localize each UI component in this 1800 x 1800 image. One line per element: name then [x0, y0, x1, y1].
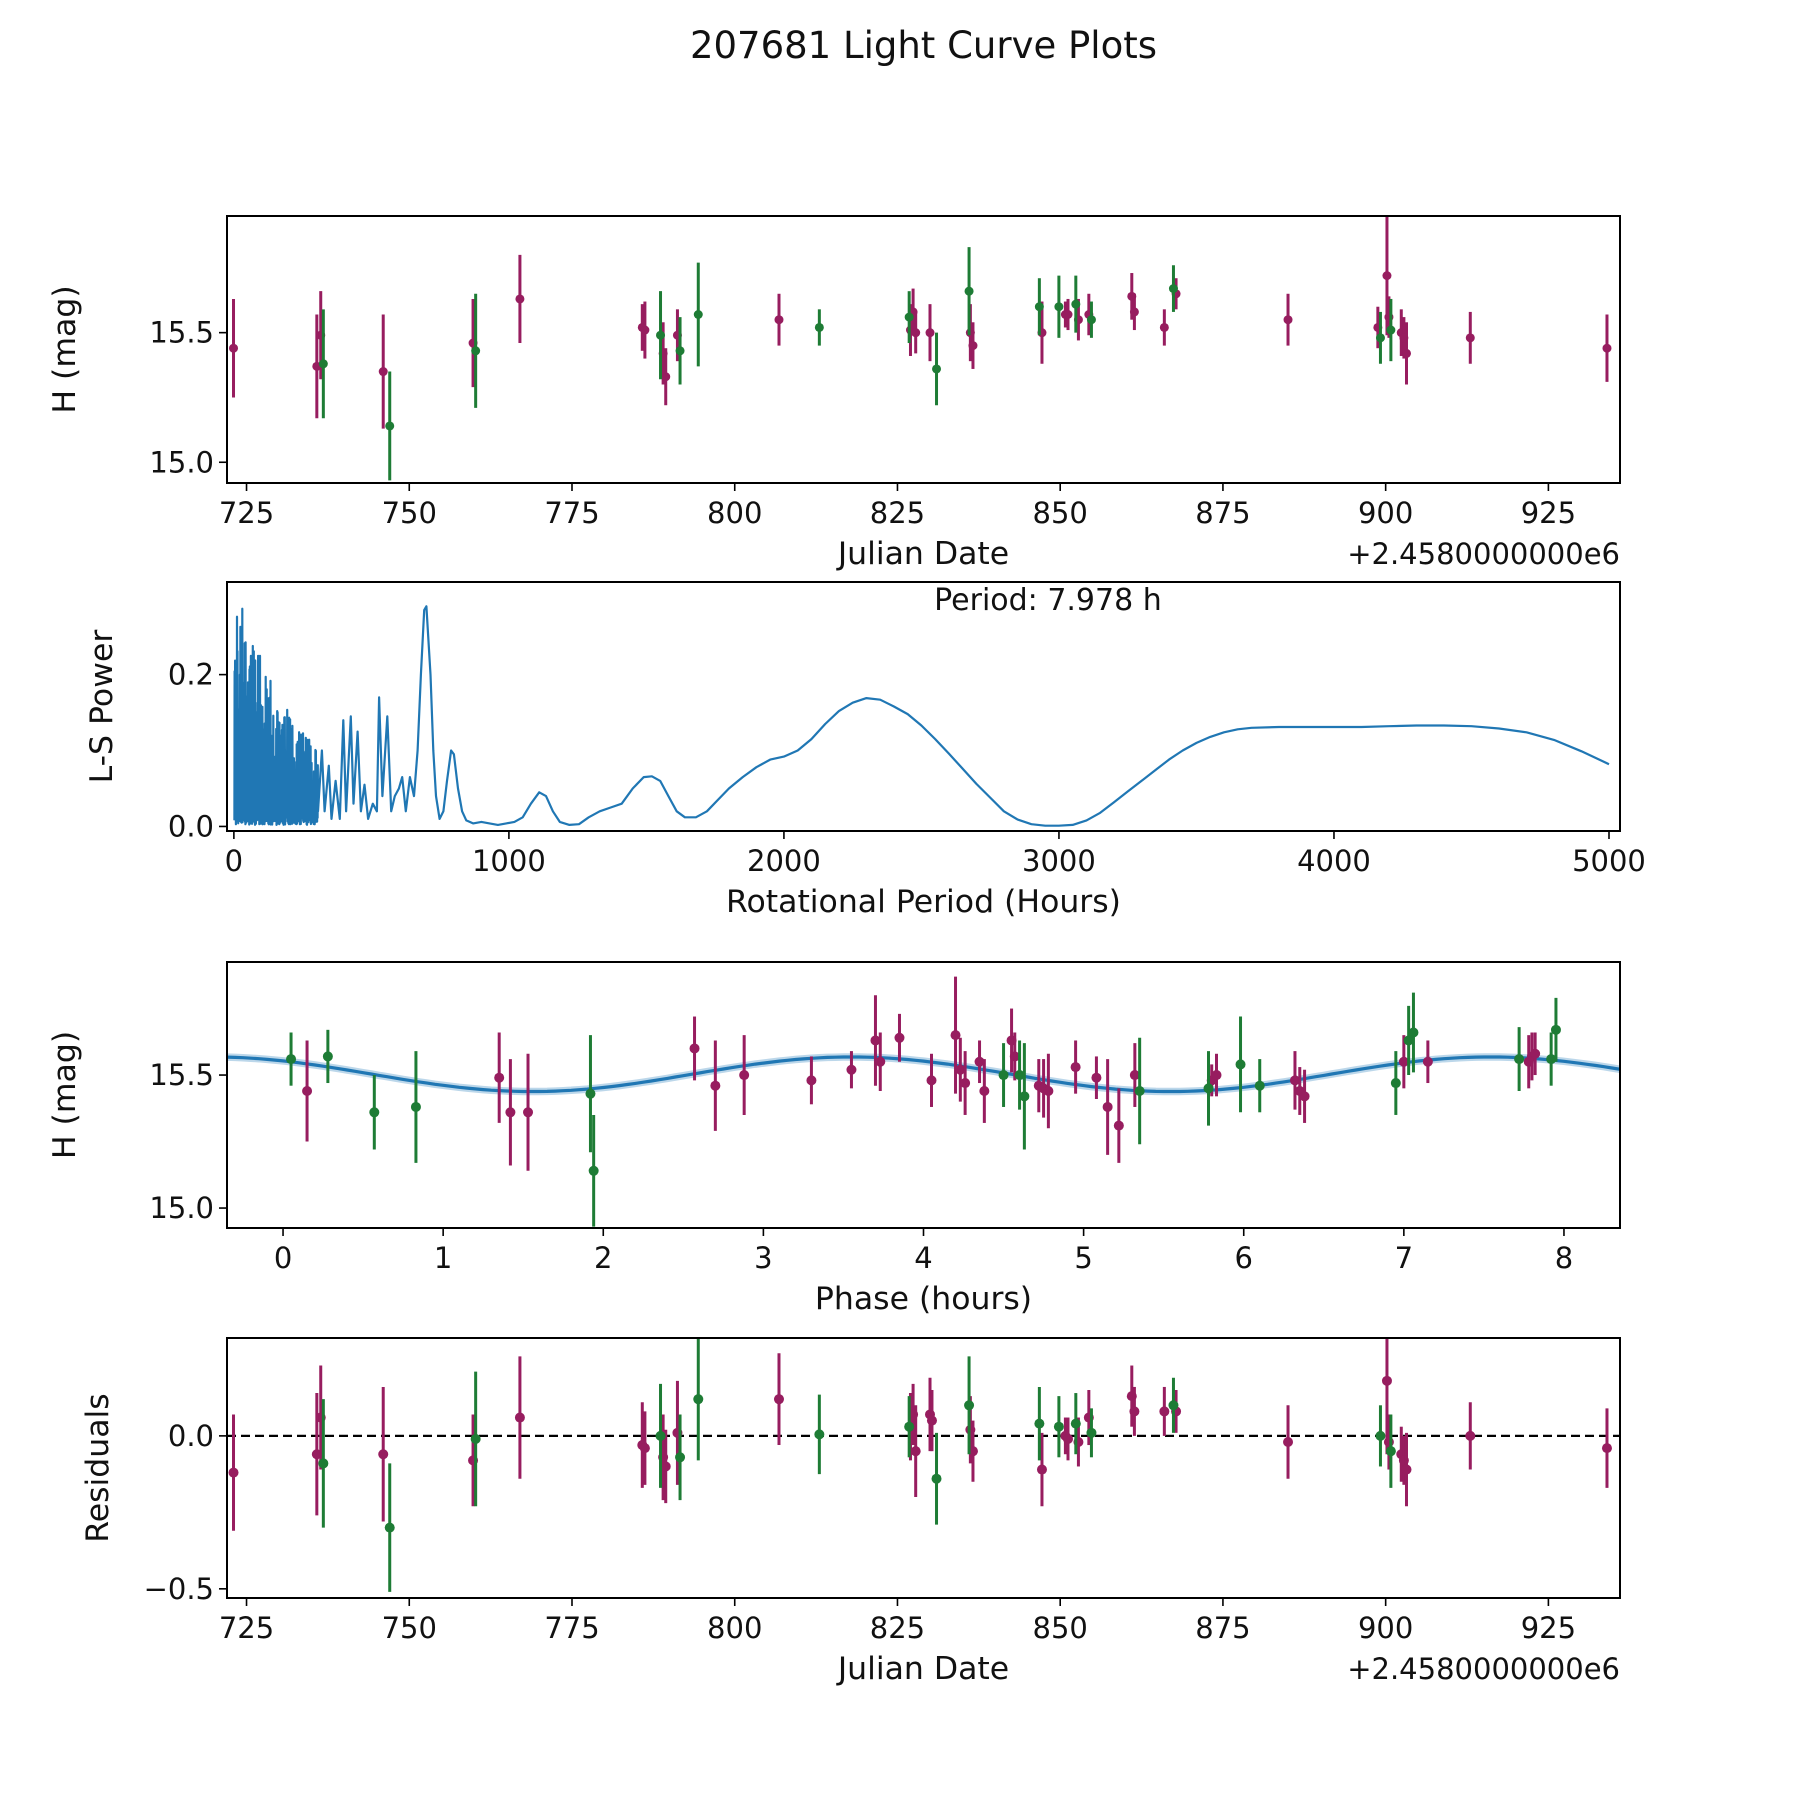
x-axis-offset-label: +2.4580000000e6: [1347, 537, 1620, 571]
data-point-purple: [1530, 1049, 1540, 1059]
data-point-purple: [911, 1446, 921, 1456]
data-point-purple: [1114, 1121, 1124, 1131]
data-point-purple: [960, 1078, 970, 1088]
x-tick-label: 1000: [471, 844, 546, 878]
panel-plot-area: [234, 606, 1609, 825]
data-point-purple: [846, 1065, 856, 1075]
data-point-purple: [690, 1043, 700, 1053]
data-point-green: [1376, 333, 1385, 342]
data-point-purple: [1064, 310, 1073, 319]
x-tick-label: 2000: [747, 844, 821, 878]
data-point-green: [385, 1523, 395, 1533]
data-point-purple: [927, 1416, 937, 1426]
panel-light-curve: [47, 216, 1620, 572]
data-point-purple: [911, 328, 920, 337]
y-tick-label: 0.2: [167, 657, 214, 692]
data-point-green: [1054, 1422, 1064, 1432]
x-tick-label: 825: [869, 1611, 926, 1645]
data-point-green: [965, 287, 974, 296]
data-point-purple: [661, 1461, 671, 1471]
x-tick-label: 875: [1195, 1611, 1251, 1645]
data-point-green: [932, 364, 941, 373]
x-tick-label: 925: [1520, 1611, 1577, 1645]
panel-plot-area: [227, 977, 1620, 1227]
x-tick-label: 5: [1074, 1241, 1093, 1275]
data-point-green: [1071, 1419, 1081, 1429]
x-tick-label: 3000: [1022, 844, 1096, 878]
axes-frame: [227, 216, 1620, 483]
data-point-purple: [378, 1449, 388, 1459]
figure-title: 207681 Light Curve Plots: [689, 24, 1158, 67]
data-point-purple: [1602, 1443, 1612, 1453]
x-tick-label: 800: [707, 1611, 763, 1645]
data-point-green: [675, 1452, 685, 1462]
data-point-green: [1408, 1027, 1418, 1037]
data-point-purple: [379, 367, 388, 376]
x-tick-label: 1: [433, 1241, 453, 1275]
panel-periodogram: [84, 582, 1646, 920]
x-tick-label: 5000: [1572, 844, 1646, 878]
data-point-green: [964, 1400, 974, 1410]
y-tick-label: 15.5: [149, 315, 214, 350]
data-point-purple: [523, 1107, 533, 1117]
data-point-purple: [302, 1086, 312, 1096]
data-point-green: [1071, 300, 1080, 309]
data-point-purple: [1130, 307, 1139, 316]
y-tick-label: 15.0: [149, 1191, 214, 1226]
data-point-green: [1255, 1081, 1265, 1091]
y-tick-label: −0.5: [143, 1571, 214, 1606]
y-tick-label: 15.0: [149, 445, 214, 480]
data-point-green: [323, 1051, 333, 1061]
data-point-green: [369, 1107, 379, 1117]
data-point-purple: [494, 1073, 504, 1083]
periodogram-line: [234, 606, 1609, 825]
data-point-purple: [1300, 1091, 1310, 1101]
data-point-purple: [1103, 1102, 1113, 1112]
data-point-purple: [926, 328, 935, 337]
data-point-purple: [1466, 333, 1475, 342]
data-point-purple: [229, 344, 238, 353]
data-point-green: [1034, 1419, 1044, 1429]
data-point-green: [656, 331, 665, 340]
data-point-purple: [806, 1075, 816, 1085]
data-point-green: [932, 1474, 942, 1484]
data-point-green: [676, 346, 685, 355]
data-point-green: [1391, 1078, 1401, 1088]
data-point-purple: [1071, 1062, 1081, 1072]
data-point-purple: [1423, 1057, 1433, 1067]
data-point-green: [1514, 1054, 1524, 1064]
x-tick-label: 750: [381, 496, 437, 530]
data-point-purple: [1465, 1431, 1475, 1441]
panel-plot-area: [227, 1307, 1620, 1591]
data-point-green: [1168, 1400, 1178, 1410]
data-point-purple: [774, 1394, 784, 1404]
y-tick-label: 0.0: [167, 1418, 214, 1453]
x-axis-label: Julian Date: [837, 1651, 1010, 1687]
data-point-green: [471, 1434, 481, 1444]
data-point-purple: [1091, 1073, 1101, 1083]
data-point-purple: [229, 1468, 239, 1478]
y-tick-label: 0.0: [167, 809, 214, 844]
data-point-green: [814, 1429, 824, 1439]
data-point-green: [905, 313, 914, 322]
data-point-purple: [894, 1033, 904, 1043]
panel-phase-plot: [47, 962, 1620, 1317]
data-point-purple: [505, 1107, 515, 1117]
data-point-green: [1087, 315, 1096, 324]
data-point-purple: [1602, 344, 1611, 353]
data-point-purple: [1283, 1437, 1293, 1447]
x-tick-label: 875: [1195, 496, 1251, 530]
data-point-purple: [661, 372, 670, 381]
axes-frame: [227, 962, 1620, 1228]
y-axis-label: L-S Power: [84, 629, 120, 784]
data-point-purple: [875, 1057, 885, 1067]
x-tick-label: 0: [273, 1241, 293, 1275]
data-point-purple: [515, 294, 524, 303]
data-point-green: [1204, 1083, 1214, 1093]
x-tick-label: 4000: [1297, 844, 1371, 878]
data-point-green: [1386, 326, 1395, 335]
data-point-green: [1236, 1059, 1246, 1069]
x-tick-label: 4: [914, 1241, 933, 1275]
data-point-purple: [1129, 1406, 1139, 1416]
data-point-purple: [1382, 271, 1391, 280]
x-tick-label: 925: [1520, 496, 1577, 530]
x-tick-label: 2: [594, 1241, 613, 1275]
data-point-green: [1019, 1091, 1029, 1101]
x-tick-label: 750: [381, 1611, 437, 1645]
data-point-purple: [1063, 1434, 1073, 1444]
x-tick-label: 900: [1357, 496, 1414, 530]
data-point-purple: [640, 326, 649, 335]
data-point-purple: [1402, 349, 1411, 358]
data-point-purple: [515, 1413, 525, 1423]
data-point-green: [318, 1458, 328, 1468]
x-tick-label: 725: [218, 496, 275, 530]
x-tick-label: 775: [544, 496, 600, 530]
data-point-green: [1035, 302, 1044, 311]
x-tick-label: 0: [224, 844, 244, 878]
data-point-green: [585, 1089, 595, 1099]
data-point-green: [319, 359, 328, 368]
data-point-purple: [1401, 1465, 1411, 1475]
data-point-green: [815, 323, 824, 332]
data-point-purple: [1043, 1086, 1053, 1096]
data-point-purple: [1382, 1376, 1392, 1386]
data-point-purple: [710, 1081, 720, 1091]
data-point-purple: [1384, 1437, 1394, 1447]
data-point-green: [385, 421, 394, 430]
panel-plot-area: [229, 216, 1611, 480]
data-point-purple: [640, 1443, 650, 1453]
data-point-green: [1386, 1446, 1396, 1456]
data-point-green: [999, 1070, 1009, 1080]
data-point-green: [1375, 1431, 1385, 1441]
data-point-green: [1054, 302, 1063, 311]
x-tick-label: 850: [1032, 496, 1088, 530]
data-point-green: [286, 1054, 296, 1064]
x-axis-label: Rotational Period (Hours): [726, 884, 1121, 920]
x-tick-label: 8: [1554, 1241, 1574, 1275]
data-point-green: [656, 1431, 666, 1441]
data-point-green: [1169, 284, 1178, 293]
data-point-purple: [739, 1070, 749, 1080]
x-tick-label: 725: [218, 1611, 275, 1645]
data-point-green: [589, 1166, 599, 1176]
data-point-purple: [927, 1075, 937, 1085]
x-tick-label: 3: [754, 1241, 773, 1275]
x-tick-label: 7: [1394, 1241, 1414, 1275]
data-point-green: [904, 1422, 914, 1432]
data-point-green: [1135, 1086, 1145, 1096]
x-axis-label: Phase (hours): [814, 1281, 1033, 1317]
data-point-green: [1551, 1025, 1561, 1035]
x-tick-label: 900: [1357, 1611, 1414, 1645]
panel-residuals: [80, 1307, 1620, 1687]
x-axis-offset-label: +2.4580000000e6: [1347, 1652, 1620, 1686]
data-point-purple: [1284, 315, 1293, 324]
x-tick-label: 850: [1032, 1611, 1088, 1645]
data-point-green: [411, 1102, 421, 1112]
data-point-purple: [968, 341, 977, 350]
data-point-purple: [979, 1086, 989, 1096]
x-tick-label: 6: [1234, 1241, 1253, 1275]
x-tick-label: 800: [707, 496, 763, 530]
y-axis-label: H (mag): [47, 1030, 83, 1160]
y-axis-label: Residuals: [80, 1393, 116, 1543]
data-point-purple: [1159, 1406, 1169, 1416]
data-point-purple: [1037, 1465, 1047, 1475]
data-point-green: [693, 1394, 703, 1404]
y-axis-label: H (mag): [47, 285, 83, 414]
data-point-purple: [774, 315, 783, 324]
x-tick-label: 775: [544, 1611, 600, 1645]
data-point-green: [471, 346, 480, 355]
x-tick-label: 825: [869, 496, 926, 530]
period-annotation: Period: 7.978 h: [934, 583, 1162, 618]
x-axis-label: Julian Date: [837, 536, 1010, 572]
data-point-purple: [1160, 323, 1169, 332]
y-tick-label: 15.5: [149, 1058, 214, 1093]
data-point-purple: [1212, 1070, 1222, 1080]
data-point-green: [694, 310, 703, 319]
data-point-green: [1086, 1428, 1096, 1438]
